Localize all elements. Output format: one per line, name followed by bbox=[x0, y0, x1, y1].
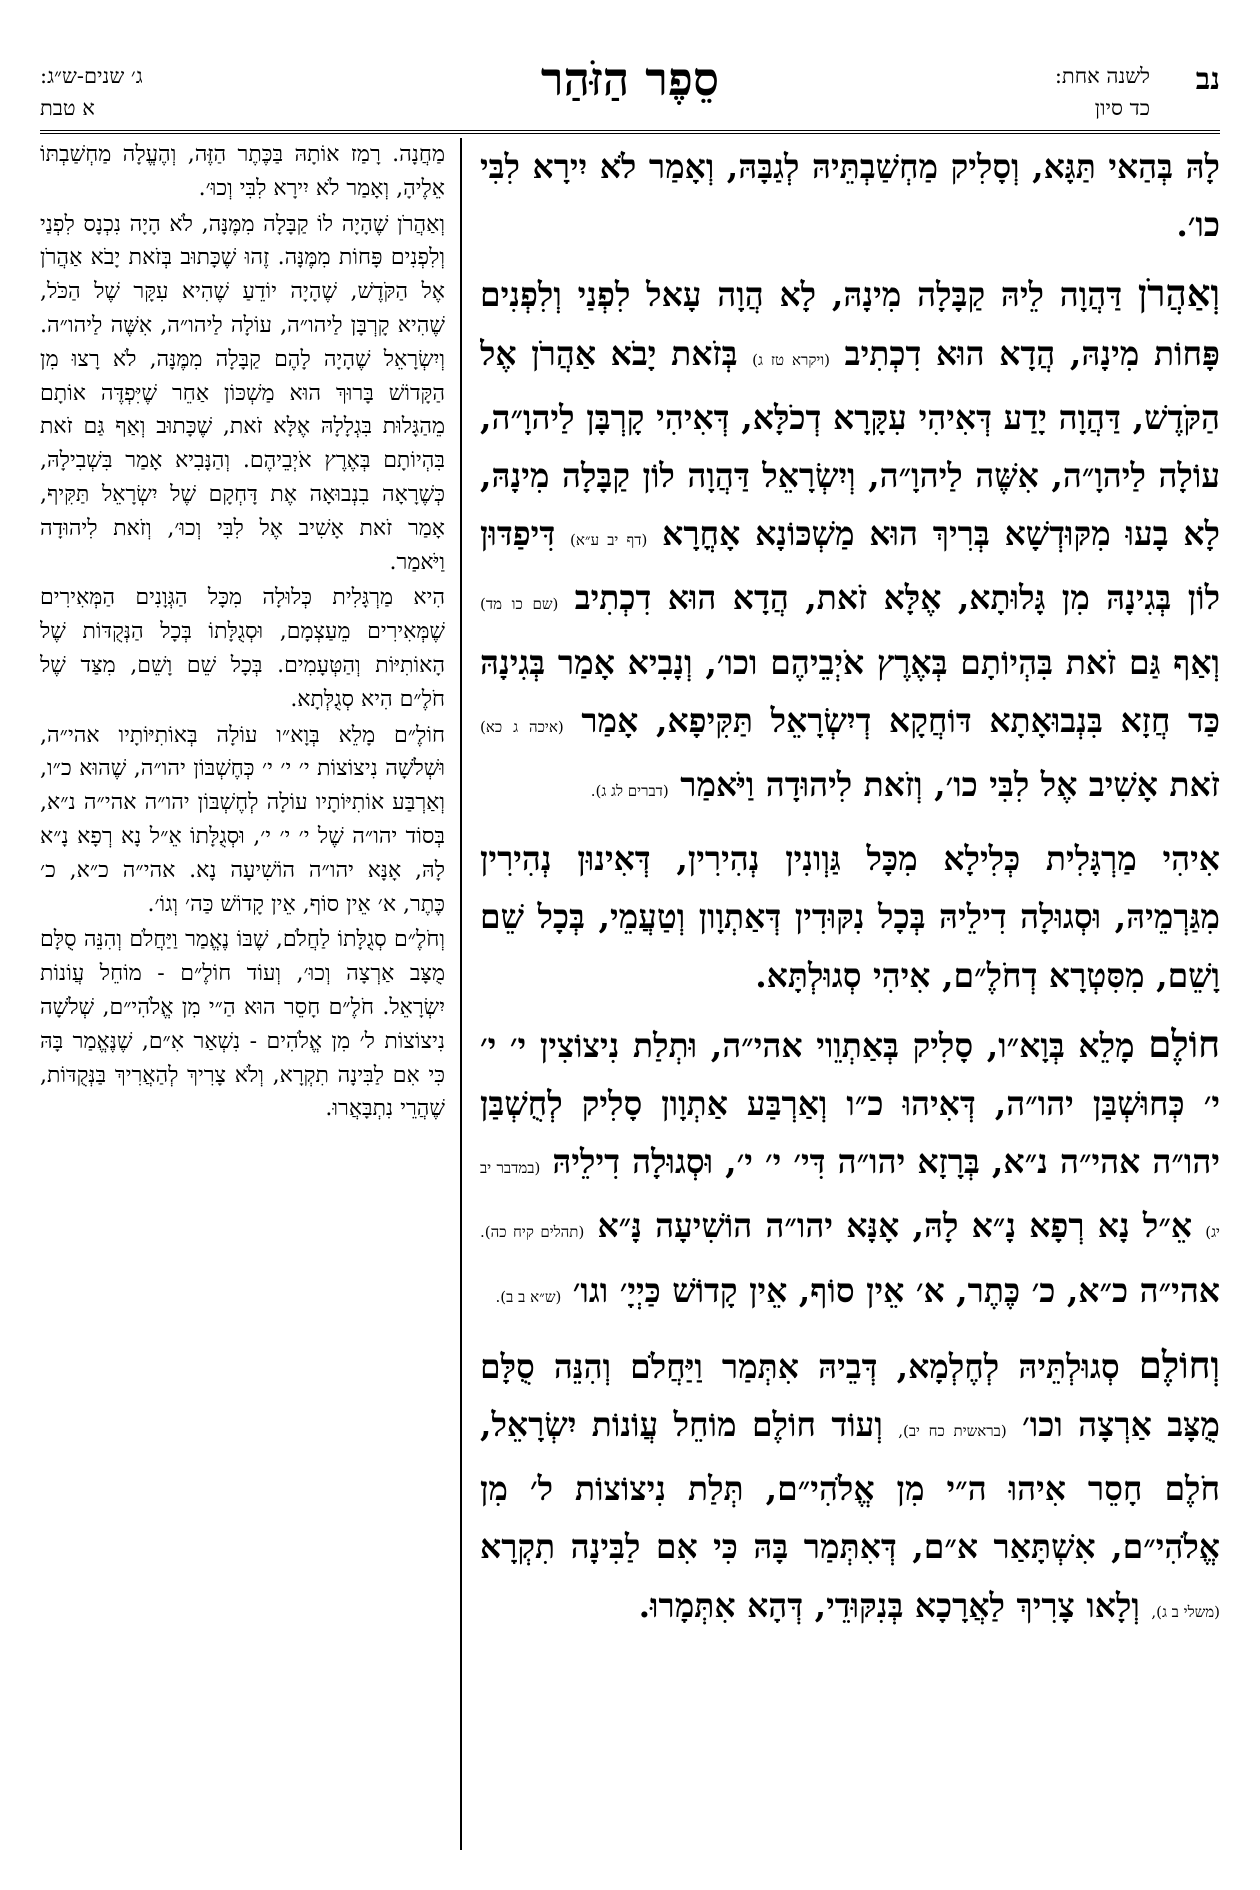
verse-reference: (ויקרא טז ג) bbox=[752, 350, 831, 369]
main-text-column bbox=[480, 138, 1220, 1850]
verse-reference: (איכה ג כא) bbox=[480, 717, 564, 736]
paragraph-lead-word: וְחוֹלֶם bbox=[1138, 1342, 1220, 1387]
main-paragraph: אִיהִי מַרְגָּלִית כְּלִילָא מִכָּל גַּוְונִין נְהִירִין, דְּאִינוּן נְהִירִין מִגַּרְמֵיהּ, וּסְגוּלָה דִילֵיהּ בְּכָל נִקּוּדִין דְּאַתְוָון וְטַעֲמֵי, בְּכָל שֵׁם וָשֵׁם, מִסִּטְרָא דְחֹלֶ״ם, אִיהִי סְגוּלְתָּא. bbox=[480, 839, 1220, 995]
study-schedule-three-years bbox=[40, 60, 143, 124]
page-number: נב bbox=[1195, 62, 1220, 97]
folio-reference: (דף יב ע״א) bbox=[570, 531, 648, 550]
schedule-label: לשנה אחת: bbox=[1054, 64, 1150, 88]
verse-reference: (במדבר יב יג) bbox=[480, 1159, 1220, 1242]
main-paragraph: וְאַהֲרֹן דַּהֲוָה לֵיהּ קַבָּלָה מִינָהּ, לָא הֲוָה עָאל לִפְנַי וְלִפְנִים פָּחוֹת מִינָהּ, הֲדָא הוּא דִכְתִיב (ויקרא טז ג) בְּזֹאת יָבֹא אַהֲרֹן אֶל הַקֹּדֶשׁ, דַּהֲוָה יָדַע דְּאִיהִי עִקָּרָא דְכֹלָּא, דְּאִיהִי קָרְבָּן לַיהוָ״ה, עוֹלָה לַיהוָ״ה, אִשֶּׁה לַיהוָ״ה, וְיִשְׂרָאֵל דַּהֲוָה לוֹן קַבָּלָה מִינָהּ, לָא בָעוּ מִקּוּדְשָׁא בְּרִיךְ הוּא מַשְׁכּוֹנָא אָחֳרָא (דף יב ע״א) דִּיפַדּוּן לוֹן בְּגִינָהּ מִן גָּלוּתָא, אֶלָּא זֹאת, הֲדָא הוּא דִכְתִיב (שם כו מד) וְאַף גַּם זֹאת בִּהְיוֹתָם בְּאֶרֶץ אֹיְבֵיהֶם וכו׳, וְנָבִיא אָמַר בְּגִינָהּ כַּד חֲזָא בִּנְבוּאָתָא דּוֹחֲקָא דְיִשְׂרָאֵל תַּקִּיפָא, אָמַר (איכה ג כא) זֹאת אָשִׁיב אֶל לִבִּי כו׳, וְזֹאת לִיהוּדָה וַיֹּאמַר (דברים לג ג). bbox=[480, 271, 1220, 805]
book-title: סֵפֶר הַזֹּהַר bbox=[540, 52, 720, 106]
column-divider bbox=[460, 138, 462, 1850]
page-header bbox=[40, 48, 1220, 130]
paragraph-lead-word: חוֹלֶם bbox=[1148, 1021, 1220, 1066]
main-paragraph: לָהּ בְּהַאי תַּגָּא, וְסָלִיק מַחְשַׁבְתֵּיהּ לְגַבָּהּ, וְאָמַר לֹא יִירָא לִבִּי כו׳. bbox=[480, 147, 1220, 245]
schedule-date: א טבת bbox=[40, 96, 95, 120]
main-paragraph: וְחוֹלֶם סְגוּלְתֵּיהּ לְחֶלְמָא, דְּבֵיהּ אִתְּמַר וַיַּחֲלֹם וְהִנֵּה סֻלָּם מֻצָּב אַרְצָה וכו׳ (בראשית כח יב), וְעוֹד חוֹלֶם מוֹחֵל עֲוֹנוֹת יִשְׂרָאֵל, חֹלֶם חָסֵר אִיהוּ ה״י מִן אֱלֹהִי״ם, תְּלַת נִיצוֹצוֹת ל׳ מִן אֱלֹהִי״ם, אִשְׁתָּאַר א״ם, דְּאִתְּמַר בָּהּ כִּי אִם לַבִּינָה תִקְרָא (משלי ב ג), וְלָאו צָרִיךְ לַאֲרָכָא בְּנִקּוּדֵי, דְּהָא אִתְּמָרוּ. bbox=[480, 1342, 1220, 1625]
translation-paragraph: וְאַהֲרֹן שֶׁהָיָה לוֹ קַבָּלָה מִמֶּנָּה, לֹא הָיָה נִכְנָס לִפְנַי וְלִפְנִים פָּחוֹת מִמֶּנָּה. זֶהוּ שֶׁכָּתוּב בְּזֹאת יָבֹא אַהֲרֹן אֶל הַקֹּדֶשׁ, שֶׁהָיָה יוֹדֵעַ שֶׁהִיא עִקָּר שֶׁל הַכֹּל, שֶׁהִיא קָרְבָּן לַיהו״ה, עוֹלָה לַיהו״ה, אִשֶּׁה לַיהו״ה. וְיִשְׂרָאֵל שֶׁהָיָה לָהֶם קַבָּלָה מִמֶּנָּה, לֹא רָצוּ מִן הַקָּדוֹשׁ בָּרוּךְ הוּא מַשְׁכּוֹן אַחֵר שֶׁיִּפְדֶּה אוֹתָם מֵהַגָּלוּת בִּגְלָלָהּ אֶלָּא זֹאת, שֶׁכָּתוּב וְאַף גַּם זֹאת בִּהְיוֹתָם בְּאֶרֶץ אֹיְבֵיהֶם. וְהַנָּבִיא אָמַר בִּשְׁבִילָהּ, כְּשֶׁרָאָה בִנְבוּאָה אֶת דָּחְקָם שֶׁל יִשְׂרָאֵל תַּקִּיף, אָמַר זֹאת אָשִׁיב אֶל לִבִּי וְכוּ׳, וְזֹאת לִיהוּדָה וַיֹּאמַר. bbox=[40, 211, 445, 575]
verse-reference: (תהלים קיח כה). bbox=[480, 1223, 585, 1242]
schedule-label: ג׳ שנים-ש״ג: bbox=[40, 64, 143, 88]
translation-paragraph: הִיא מַרְגָּלִית כְּלוּלָה מִכָּל הַגְּוָנִים הַמְּאִירִים שֶׁמְּאִירִים מֵעַצְמָם, וּסְגֻלָּתוֹ בְּכָל הַנְּקֻדּוֹת שֶׁל הָאוֹתִיּוֹת וְהַטְּעָמִים. בְּכָל שֵׁם וָשֵׁם, מִצַּד שֶׁל חֹלֶ״ם הִיא סְגֻלְּתָא. bbox=[40, 585, 445, 712]
verse-reference: (בראשית כח יב), bbox=[898, 1422, 1007, 1441]
header-divider bbox=[40, 130, 1220, 134]
verse-reference: (דברים לג ג). bbox=[590, 782, 669, 801]
verse-reference: (שם כו מד) bbox=[480, 595, 559, 614]
verse-reference: (ש״א ב ב). bbox=[495, 1287, 562, 1306]
translation-paragraph: וְחֹלֶ״ם סְגֻלָּתוֹ לַחֲלֹם, שֶׁבּוֹ נֶאֱמַר וַיַּחֲלֹם וְהִנֵּה סֻלָּם מֻצָּב אַרְצָה וְכוּ׳, וְעוֹד חוֹלֶ״ם - מוֹחֵל עֲוֹנוֹת יִשְׂרָאֵל. חֹלֶ״ם חָסֵר הוּא הַ״י מִן אֱלֹהִי״ם, שְׁלֹשָׁה נִיצוֹצוֹת ל׳ מִן אֱלֹהִים - נִשְׁאַר אִ״ם, שֶׁנֶּאֱמַר בָּהּ כִּי אִם לַבִּינָה תִקְרָא, וְלֹא צָרִיךְ לְהַאֲרִיךְ בַּנְּקֻדּוֹת, שֶׁהֲרֵי נִתְבָּאֲרוּ. bbox=[40, 927, 445, 1122]
translation-paragraph: חוֹלֶ״ם מָלֵא בְּוָא״ו עוֹלָה בְּאוֹתִיּוֹתָיו אהי״ה, וּשְׁלֹשָׁה נִיצוֹצוֹת י׳ י׳ י׳ כְּחֶשְׁבּוֹן יהו״ה, שֶׁהוּא כ״ו, וְאַרְבַּע אוֹתִיּוֹתָיו עוֹלָה לְחֶשְׁבּוֹן יהו״ה אהי״ה נ״א, בְּסוֹד יהו״ה שֶׁל י׳ י׳ י׳, וּסְגֻלָּתוֹ אֵ״ל נָא רְפָא נָ״א לָהּ, אָנָּא יהו״ה הוֹשִׁיעָה נָא. אהי״ה כ״א, כ׳ כֶּתֶר, א׳ אֵין סוֹף, אֵין קָדוֹשׁ כַּה׳ וְגוֹ׳. bbox=[40, 722, 445, 917]
paragraph-lead-word: וְאַהֲרֹן bbox=[1137, 271, 1220, 316]
schedule-date: כד סיון bbox=[1094, 96, 1150, 120]
main-paragraph: חוֹלֶם מָלֵא בְּוָא״ו, סָלִיק בְּאַתְוֵוי אהי״ה, וּתְלַת נִיצוֹצִין י׳ י׳ י׳ כְּחוּשְׁבַּן יהו״ה, דְּאִיהוּ כ״ו וְאַרְבַּע אַתְוָון סָלִיק לְחֻשְׁבַּן יהו״ה אהי״ה נ״א, בְּרָזָא יהו״ה דִּי׳ י׳ י׳, וּסְגוּלָה דִילֵיהּ (במדבר יב יג) אֵ״ל נָא רְפָא נָ״א לָהּ, אָנָּא יהו״ה הוֹשִׁיעָה נָּ״א (תהלים קיח כה). אהי״ה כ״א, כ׳ כֶּתֶר, א׳ אֵין סוֹף, אֵין קָדוֹשׁ כַּיְיָ׳ וגו׳ (ש״א ב ב). bbox=[480, 1021, 1220, 1310]
translation-paragraph: מַחֲנָה. רָמַז אוֹתָהּ בַּכֶּתֶר הַזֶּה, וְהֶעֱלָה מַחְשַׁבְתּוֹ אֵלֶיהָ, וְאָמַר לֹא יִירָא לִבִּי וְכוּ׳. bbox=[40, 142, 445, 201]
verse-reference: (משלי ב ג), bbox=[1151, 1602, 1220, 1621]
translation-column bbox=[40, 138, 445, 1850]
